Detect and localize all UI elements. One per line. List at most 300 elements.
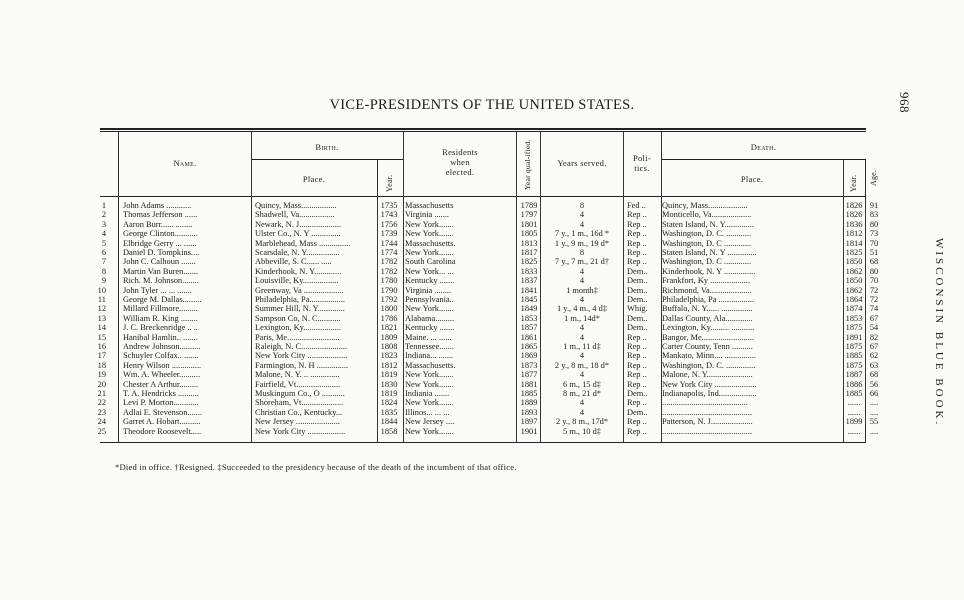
years-served-cell: 4: [579, 276, 585, 286]
year-qualified-cell: 1857: [520, 323, 538, 333]
table-row: [0, 257, 964, 266]
birth-place-cell: Muskingum Co., O ...........: [255, 389, 345, 398]
death-year-cell: 1814: [845, 238, 863, 248]
residence-cell: Massachusetts: [405, 201, 454, 210]
birth-place-cell: Abbeville, S. C...... .....: [255, 257, 332, 267]
table-row: [0, 295, 964, 304]
age-cell: 70: [869, 276, 879, 286]
residence-cell: New Jersey ....: [405, 417, 455, 427]
years-served-cell: 6 m., 15 d‡: [563, 379, 601, 389]
age-cell: ....: [869, 426, 879, 436]
table-bottom-rule: [100, 442, 866, 443]
table-row: [0, 370, 964, 379]
death-year-cell: 1887: [845, 370, 863, 380]
age-cell: 70: [869, 238, 879, 248]
header-death-place: Place.: [740, 174, 764, 184]
politics-cell: Rep ..: [627, 417, 647, 427]
birth-place-cell: Raleigh, N. C......................: [255, 342, 348, 351]
table-row: [0, 239, 964, 248]
residence-cell: Maine. ... ......: [405, 332, 452, 342]
table-row: [0, 427, 964, 436]
table-top-rule: [100, 128, 866, 130]
politics-cell: Dem..: [627, 266, 648, 276]
residence-cell: Kentucky .......: [405, 276, 455, 286]
row-number-cell: 2: [101, 210, 106, 220]
year-qualified-cell: 1893: [520, 407, 538, 417]
death-place-cell: ...........................................: [662, 407, 753, 417]
birth-year-cell: 1830: [380, 379, 398, 389]
row-number-cell: 21: [97, 389, 106, 398]
politics-cell: Rep ..: [627, 370, 647, 380]
year-qualified-cell: 1889: [520, 398, 538, 408]
death-year-cell: ......: [847, 398, 861, 408]
residence-cell: New York... ...: [405, 266, 454, 276]
residence-cell: South Carolina: [405, 257, 456, 267]
age-cell: 83: [869, 210, 879, 220]
birth-year-cell: 1819: [380, 389, 398, 398]
age-cell: 67: [869, 313, 879, 323]
death-place-cell: Indianapolis, Ind..................: [662, 389, 757, 398]
death-place-cell: Dallas County, Ala.............: [662, 313, 753, 323]
death-year-cell: 1875: [845, 360, 863, 370]
years-served-cell: 4: [579, 398, 585, 408]
birth-place-cell: Shadwell, Va.................: [255, 210, 335, 220]
death-place-cell: Washington, D. C .............: [662, 238, 752, 248]
year-qualified-cell: 1885: [520, 389, 538, 398]
year-qualified-cell: 1797: [520, 210, 538, 220]
vp-name-cell: Wm. A. Wheeler..........: [123, 370, 201, 380]
death-year-cell: ......: [847, 407, 861, 417]
table-row: [0, 304, 964, 313]
year-qualified-cell: 1869: [520, 351, 538, 361]
politics-cell: Rep ..: [627, 210, 647, 220]
death-year-cell: 1899: [845, 417, 863, 427]
table-row: [0, 361, 964, 370]
row-number-cell: 1: [101, 201, 106, 210]
birth-place-cell: Sampson Co, N. C...........: [255, 313, 341, 323]
residence-cell: New York.......: [405, 370, 454, 380]
row-number-cell: 23: [97, 407, 106, 417]
birth-place-cell: New Jersey .....................: [255, 417, 340, 427]
vp-name-cell: Theodore Roosevelt.....: [123, 426, 202, 436]
vp-name-cell: John Tyler ... ... .......: [123, 285, 192, 295]
row-number-cell: 10: [97, 285, 106, 295]
row-number-cell: 6: [101, 248, 106, 257]
table-row: [0, 267, 964, 276]
header-politics-2: tics.: [634, 163, 650, 173]
birth-year-cell: 1744: [380, 238, 398, 248]
birth-place-cell: Farmington, N. H ...............: [255, 360, 349, 370]
residence-cell: New York.......: [405, 379, 454, 389]
birth-year-cell: 1812: [380, 360, 398, 370]
years-served-cell: 4: [579, 219, 585, 229]
age-cell: 56: [869, 379, 879, 389]
years-served-cell: 4: [579, 332, 585, 342]
age-cell: 80: [869, 266, 879, 276]
death-place-cell: Philadelphia, Pa .................: [662, 295, 755, 304]
residence-cell: Indiana... .......: [405, 351, 454, 361]
year-qualified-cell: 1901: [520, 426, 538, 436]
year-qualified-cell: 1881: [520, 379, 538, 389]
birth-place-cell: Christian Co., Kentucky...: [255, 407, 343, 417]
residence-cell: New York.......: [405, 426, 454, 436]
birth-year-cell: 1786: [380, 313, 398, 323]
birth-year-cell: 1844: [380, 417, 398, 427]
row-number-cell: 20: [97, 379, 106, 389]
row-number-cell: 24: [97, 417, 106, 427]
vp-name-cell: Levi P. Morton............: [123, 398, 199, 408]
vp-name-cell: Chester A Arthur.........: [123, 379, 199, 389]
politics-cell: Dem..: [627, 313, 648, 323]
birth-place-cell: Philadelphia, Pa.................: [255, 295, 346, 304]
years-served-cell: 4: [579, 323, 585, 333]
birth-place-cell: Shoreham, Vt....................: [255, 398, 344, 408]
death-year-cell: 1825: [845, 248, 863, 257]
birth-place-cell: Quincy, Mass.................: [255, 201, 337, 210]
politics-cell: Rep ..: [627, 398, 647, 408]
death-place-cell: Kinderhook, N. Y ...............: [662, 266, 756, 276]
politics-cell: Dem..: [627, 276, 648, 286]
vp-name-cell: William R. King ........: [123, 313, 198, 323]
years-served-cell: 4: [579, 210, 585, 220]
death-year-cell: ......: [847, 426, 861, 436]
years-served-cell: 7 y., 1 m., 16d *: [554, 229, 610, 239]
death-year-cell: 1885: [845, 389, 863, 398]
years-served-cell: 2 y., 8 m., 18 d*: [554, 360, 610, 370]
age-cell: 55: [869, 417, 879, 427]
death-subheader-rule: [661, 159, 866, 160]
politics-cell: Rep ..: [627, 248, 647, 257]
year-qualified-cell: 1849: [520, 304, 538, 314]
years-served-cell: 4: [579, 407, 585, 417]
year-qualified-cell: 1833: [520, 266, 538, 276]
years-served-cell: 1 month‡: [566, 285, 598, 295]
residence-cell: Pennsylvania..: [405, 295, 454, 304]
row-number-cell: 17: [97, 351, 106, 361]
header-death: Death.: [750, 142, 777, 152]
birth-place-cell: Scarsdale, N. Y................: [255, 248, 340, 257]
death-year-cell: 1850: [845, 257, 863, 267]
year-qualified-cell: 1805: [520, 229, 538, 239]
politics-cell: Fed ..: [627, 201, 646, 210]
death-year-cell: 1826: [845, 201, 863, 210]
age-cell: 62: [869, 351, 879, 361]
table-row: [0, 276, 964, 285]
header-bottom-rule: [100, 196, 866, 197]
birth-year-cell: 1808: [380, 342, 398, 351]
age-cell: 74: [869, 304, 879, 314]
table-row: [0, 398, 964, 407]
residence-cell: New York.......: [405, 219, 454, 229]
table-row: [0, 314, 964, 323]
row-number-cell: 11: [97, 295, 106, 304]
table-row: [0, 408, 964, 417]
death-place-cell: Malone, N. Y......................: [662, 370, 753, 380]
table-row: [0, 333, 964, 342]
vp-name-cell: Andrew Johnson..........: [123, 342, 201, 351]
table-row: [0, 210, 964, 219]
birth-year-cell: 1792: [380, 295, 398, 304]
page-title: VICE-PRESIDENTS OF THE UNITED STATES.: [329, 97, 635, 113]
year-qualified-cell: 1825: [520, 257, 538, 267]
year-qualified-cell: 1853: [520, 313, 538, 323]
table-row: [0, 323, 964, 332]
residence-cell: New York.......: [405, 229, 454, 239]
years-served-cell: 4: [579, 351, 585, 361]
death-year-cell: 1812: [845, 229, 863, 239]
years-served-cell: 8 m., 21 d*: [563, 389, 601, 398]
years-served-cell: 1 y., 9 m., 19 d*: [554, 238, 610, 248]
vp-name-cell: Thomas Jefferson ......: [123, 210, 198, 220]
vp-name-cell: T. A. Hendricks ..........: [123, 389, 199, 398]
running-head: WISCONSIN BLUE BOOK.: [933, 238, 945, 428]
header-death-year: Year.: [849, 174, 858, 192]
years-served-cell: 8: [579, 248, 585, 257]
politics-cell: Dem..: [627, 285, 648, 295]
death-place-cell: Quincy, Mass...................: [662, 201, 748, 210]
birth-place-cell: Fairfield, Vt.....................: [255, 379, 341, 389]
row-number-cell: 18: [97, 360, 106, 370]
birth-year-cell: 1858: [380, 426, 398, 436]
death-year-cell: 1862: [845, 266, 863, 276]
death-year-cell: 1891: [845, 332, 863, 342]
age-cell: 68: [869, 370, 879, 380]
vp-name-cell: Henry Wilson ..............: [123, 360, 202, 370]
age-cell: ....: [869, 398, 879, 408]
death-year-cell: 1862: [845, 285, 863, 295]
death-year-cell: 1850: [845, 276, 863, 286]
age-cell: 73: [869, 229, 879, 239]
residence-cell: Alabama.........: [405, 313, 455, 323]
year-qualified-cell: 1861: [520, 332, 538, 342]
vp-name-cell: Elbridge Gerry ... ......: [123, 238, 197, 248]
years-served-cell: 2 y., 8 m., 17d*: [555, 417, 609, 427]
table-row: [0, 286, 964, 295]
birth-place-cell: Newark, N. J....................: [255, 219, 342, 229]
years-served-cell: 4: [579, 295, 585, 304]
row-number-cell: 25: [97, 426, 106, 436]
header-years-served: Years served.: [557, 158, 607, 168]
politics-cell: Rep ..: [627, 219, 647, 229]
year-qualified-cell: 1817: [520, 248, 538, 257]
row-number-cell: 16: [97, 342, 106, 351]
birth-place-cell: Greenway, Va ...................: [255, 285, 344, 295]
death-place-cell: New York City ....................: [662, 379, 757, 389]
death-year-cell: 1875: [845, 323, 863, 333]
residence-cell: Virginia .......: [405, 210, 450, 220]
politics-cell: Rep ..: [627, 342, 647, 351]
vp-name-cell: Schuyler Colfax.. .......: [123, 351, 199, 361]
years-served-cell: 1 m., 14d*: [564, 313, 600, 323]
vp-name-cell: John C. Calhoun .......: [123, 257, 196, 267]
politics-cell: Rep ..: [627, 360, 647, 370]
residence-cell: Massachusetts.: [405, 360, 456, 370]
year-qualified-cell: 1865: [520, 342, 538, 351]
birth-place-cell: Ulster Co., N. Y ..............: [255, 229, 341, 239]
vp-name-cell: Aaron Burr...... ........: [123, 219, 193, 229]
death-place-cell: Patterson, N. J....................: [662, 417, 753, 427]
politics-cell: Whig.: [627, 304, 648, 314]
age-cell: 82: [869, 332, 879, 342]
politics-cell: Rep ..: [627, 257, 647, 267]
row-number-cell: 7: [101, 257, 106, 267]
residence-cell: Indiania .......: [405, 389, 450, 398]
age-cell: 67: [869, 342, 879, 351]
death-place-cell: Washington, D. C. ..............: [662, 360, 756, 370]
death-year-cell: 1853: [845, 313, 863, 323]
year-qualified-cell: 1837: [520, 276, 538, 286]
age-cell: 66: [869, 389, 879, 398]
year-qualified-cell: 1789: [520, 201, 538, 210]
residence-cell: New York.......: [405, 304, 454, 314]
years-served-cell: 5 m., 10 d‡: [563, 426, 601, 436]
birth-year-cell: 1790: [380, 285, 398, 295]
birth-year-cell: 1739: [380, 229, 398, 239]
birth-place-cell: Kinderhook, N. Y.............: [255, 266, 342, 276]
vp-name-cell: Adlai E. Stevenson.......: [123, 407, 203, 417]
birth-place-cell: Summer Hill, N. Y.............: [255, 304, 345, 314]
row-number-cell: 12: [97, 304, 106, 314]
row-number-cell: 5: [101, 238, 106, 248]
birth-year-cell: 1780: [380, 276, 398, 286]
death-year-cell: 1864: [845, 295, 863, 304]
year-qualified-cell: 1845: [520, 295, 538, 304]
age-cell: ....: [869, 407, 879, 417]
vp-name-cell: Rich. M. Johnson........: [123, 276, 199, 286]
birth-place-cell: Malone, N. Y. .. ..............: [255, 370, 340, 380]
death-year-cell: 1875: [845, 342, 863, 351]
death-place-cell: Mankato, Minn.... ...............: [662, 351, 756, 361]
years-served-cell: 8: [579, 201, 585, 210]
residence-cell: New York.......: [405, 248, 454, 257]
death-place-cell: Bangor, Me.........................: [662, 332, 755, 342]
politics-cell: Rep ..: [627, 229, 647, 239]
death-place-cell: Staten Island, N. Y..............: [662, 219, 754, 229]
vp-name-cell: George Clinton...........: [123, 229, 198, 239]
vp-name-cell: John Adams ............: [123, 201, 192, 210]
death-year-cell: 1886: [845, 379, 863, 389]
politics-cell: Dem..: [627, 389, 648, 398]
table-row: [0, 201, 964, 210]
year-qualified-cell: 1897: [520, 417, 538, 427]
header-birth: Birth.: [315, 142, 339, 152]
vp-name-cell: George M. Dallas.........: [123, 295, 202, 304]
row-number-cell: 15: [97, 332, 106, 342]
age-cell: 91: [869, 201, 879, 210]
row-number-cell: 19: [97, 370, 106, 380]
header-birth-place: Place.: [302, 174, 326, 184]
birth-year-cell: 1835: [380, 407, 398, 417]
vp-name-cell: Daniel D. Tompkins....: [123, 248, 200, 257]
residence-cell: New York.......: [405, 398, 454, 408]
years-served-cell: 1 m., 11 d‡: [563, 342, 601, 351]
residence-cell: Tennessee.......: [405, 342, 454, 351]
header-name: Name.: [173, 158, 197, 168]
death-year-cell: 1836: [845, 219, 863, 229]
birth-place-cell: Paris, Me.........................: [255, 332, 340, 342]
death-place-cell: Washington, D. C .............: [662, 257, 752, 267]
row-number-cell: 4: [101, 229, 106, 239]
politics-cell: Rep ..: [627, 426, 647, 436]
footnote: *Died in office. †Resigned. ‡Succeeded to the presidency because of the death of the incumbent of that office.: [115, 462, 517, 472]
death-place-cell: Frankfort, Ky ...................: [662, 276, 750, 286]
residence-cell: Massachusetts.: [405, 238, 456, 248]
politics-cell: Rep ..: [627, 238, 647, 248]
year-qualified-cell: 1801: [520, 219, 538, 229]
row-number-cell: 9: [101, 276, 106, 286]
birth-year-cell: 1782: [380, 266, 398, 276]
age-cell: 72: [869, 285, 879, 295]
birth-year-cell: 1756: [380, 219, 398, 229]
politics-cell: Rep ..: [627, 379, 647, 389]
politics-cell: Rep ..: [627, 351, 647, 361]
death-place-cell: Lexington, Ky......... ...........: [662, 323, 755, 333]
death-place-cell: Washington, D. C. ............: [662, 229, 752, 239]
vp-name-cell: Hanibal Hamlin.. .......: [123, 332, 198, 342]
row-number-cell: 3: [101, 219, 106, 229]
header-birth-year: Year.: [385, 174, 394, 192]
residence-cell: Kentucky .......: [405, 323, 455, 333]
birth-year-cell: 1782: [380, 257, 398, 267]
age-cell: 72: [869, 295, 879, 304]
year-qualified-cell: 1877: [520, 370, 538, 380]
politics-cell: Dem..: [627, 295, 648, 304]
header-year-qualified: Year qual-ified.: [523, 139, 532, 190]
age-cell: 68: [869, 257, 879, 267]
header-residents-2: when: [450, 157, 470, 167]
row-number-cell: 22: [97, 398, 106, 408]
years-served-cell: 7 y., 7 m., 21 d†: [554, 257, 610, 267]
birth-year-cell: 1735: [380, 201, 398, 210]
table-row: [0, 342, 964, 351]
death-place-cell: Carter County, Tenn ..........: [662, 342, 753, 351]
page-number: 968: [897, 92, 912, 113]
birth-year-cell: 1774: [380, 248, 398, 257]
politics-cell: Dem..: [627, 407, 648, 417]
year-qualified-cell: 1873: [520, 360, 538, 370]
birth-year-cell: 1824: [380, 398, 398, 408]
row-number-cell: 13: [97, 313, 106, 323]
year-qualified-cell: 1813: [520, 238, 538, 248]
years-served-cell: 4: [579, 370, 585, 380]
residence-cell: Illinos... ... ...: [405, 407, 450, 417]
birth-year-cell: 1819: [380, 370, 398, 380]
year-qualified-cell: 1841: [520, 285, 538, 295]
table-row: [0, 417, 964, 426]
table-top-rule-inner: [100, 131, 866, 132]
death-year-cell: 1826: [845, 210, 863, 220]
birth-year-cell: 1743: [380, 210, 398, 220]
vp-name-cell: Garret A. Hobart..........: [123, 417, 201, 427]
table-row: [0, 380, 964, 389]
birth-year-cell: 1823: [380, 351, 398, 361]
age-cell: 80: [869, 219, 879, 229]
politics-cell: Dem..: [627, 323, 648, 333]
header-age: Age.: [869, 169, 878, 186]
death-place-cell: Buffalo, N. Y...... ...............: [662, 304, 753, 314]
birth-year-cell: 1800: [380, 304, 398, 314]
birth-place-cell: New York City ..................: [255, 426, 346, 436]
death-place-cell: ...........................................: [662, 426, 753, 436]
birth-place-cell: Lexington, Ky..................: [255, 323, 341, 333]
years-served-cell: 4: [579, 266, 585, 276]
death-place-cell: .........................................: [662, 398, 748, 408]
vp-name-cell: Martin Van Buren.......: [123, 266, 198, 276]
header-residents-3: elected.: [445, 167, 475, 177]
vp-name-cell: Millard Fillmore.........: [123, 304, 198, 314]
row-number-cell: 14: [97, 323, 106, 333]
table-row: [0, 229, 964, 238]
